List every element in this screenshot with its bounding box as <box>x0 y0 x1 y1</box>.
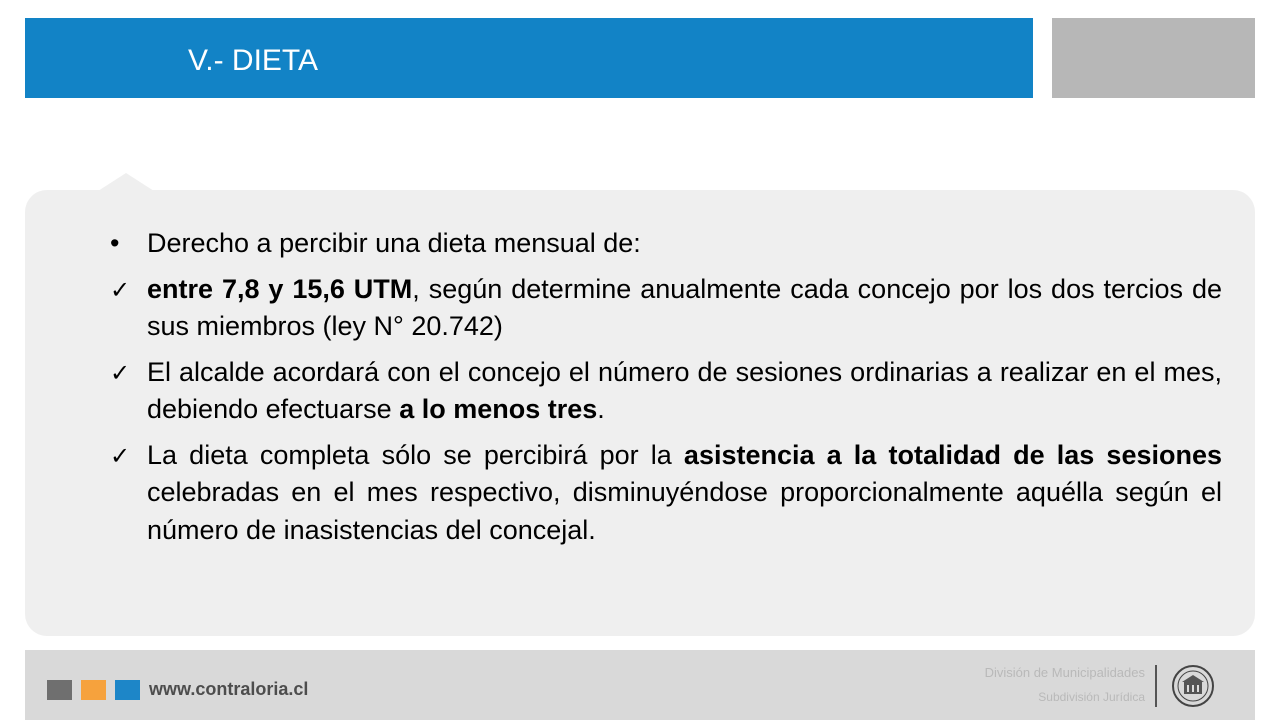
bullet-icon: • <box>110 228 120 258</box>
blue-square-icon <box>115 680 140 700</box>
checkmark-icon: ✓ <box>110 358 131 387</box>
body-text: Derecho a percibir una dieta mensual de: <box>147 228 641 258</box>
contraloria-seal-icon <box>1171 664 1215 713</box>
gray-square-icon <box>47 680 72 700</box>
list-item <box>110 225 1222 263</box>
body-text: . <box>597 394 605 424</box>
body-text: , según determine anualmente cada concejo por los dos tercios de sus miembros (ley N° 20.742) <box>147 273 1222 341</box>
body-text: El alcalde acordará con el concejo el número de sesiones ordinarias a realizar en el mes, debiendo efectuarse <box>147 356 1222 424</box>
bold-text: a lo menos tres <box>399 394 598 424</box>
division-name: División de Municipalidades <box>984 665 1145 680</box>
title-bar <box>25 18 1033 98</box>
bold-text: asistencia a la totalidad de las sesiones <box>683 439 1223 470</box>
body-text: celebradas en el mes respectivo, disminuyéndose proporcionalmente aquélla según el número de inasistencias del concejal. <box>147 477 1222 545</box>
checkmark-icon: ✓ <box>110 441 131 470</box>
content-list <box>110 225 1222 557</box>
checkmark-icon: ✓ <box>110 275 131 304</box>
body-text: La dieta completa sólo se percibirá por la <box>147 439 684 470</box>
panel-notch <box>98 173 154 191</box>
subdivision-name: Subdivisión Jurídica <box>1038 690 1145 704</box>
slide-title: V.- DIETA <box>188 44 319 77</box>
orange-square-icon <box>81 680 106 700</box>
website-link[interactable]: www.contraloria.cl <box>149 679 309 699</box>
bold-text: entre 7,8 y 15,6 UTM <box>147 273 413 304</box>
list-item <box>110 271 1222 346</box>
title-side-block <box>1052 18 1255 98</box>
footer <box>25 650 1255 720</box>
list-item <box>110 437 1222 550</box>
list-item <box>110 354 1222 429</box>
footer-divider <box>1155 665 1157 707</box>
